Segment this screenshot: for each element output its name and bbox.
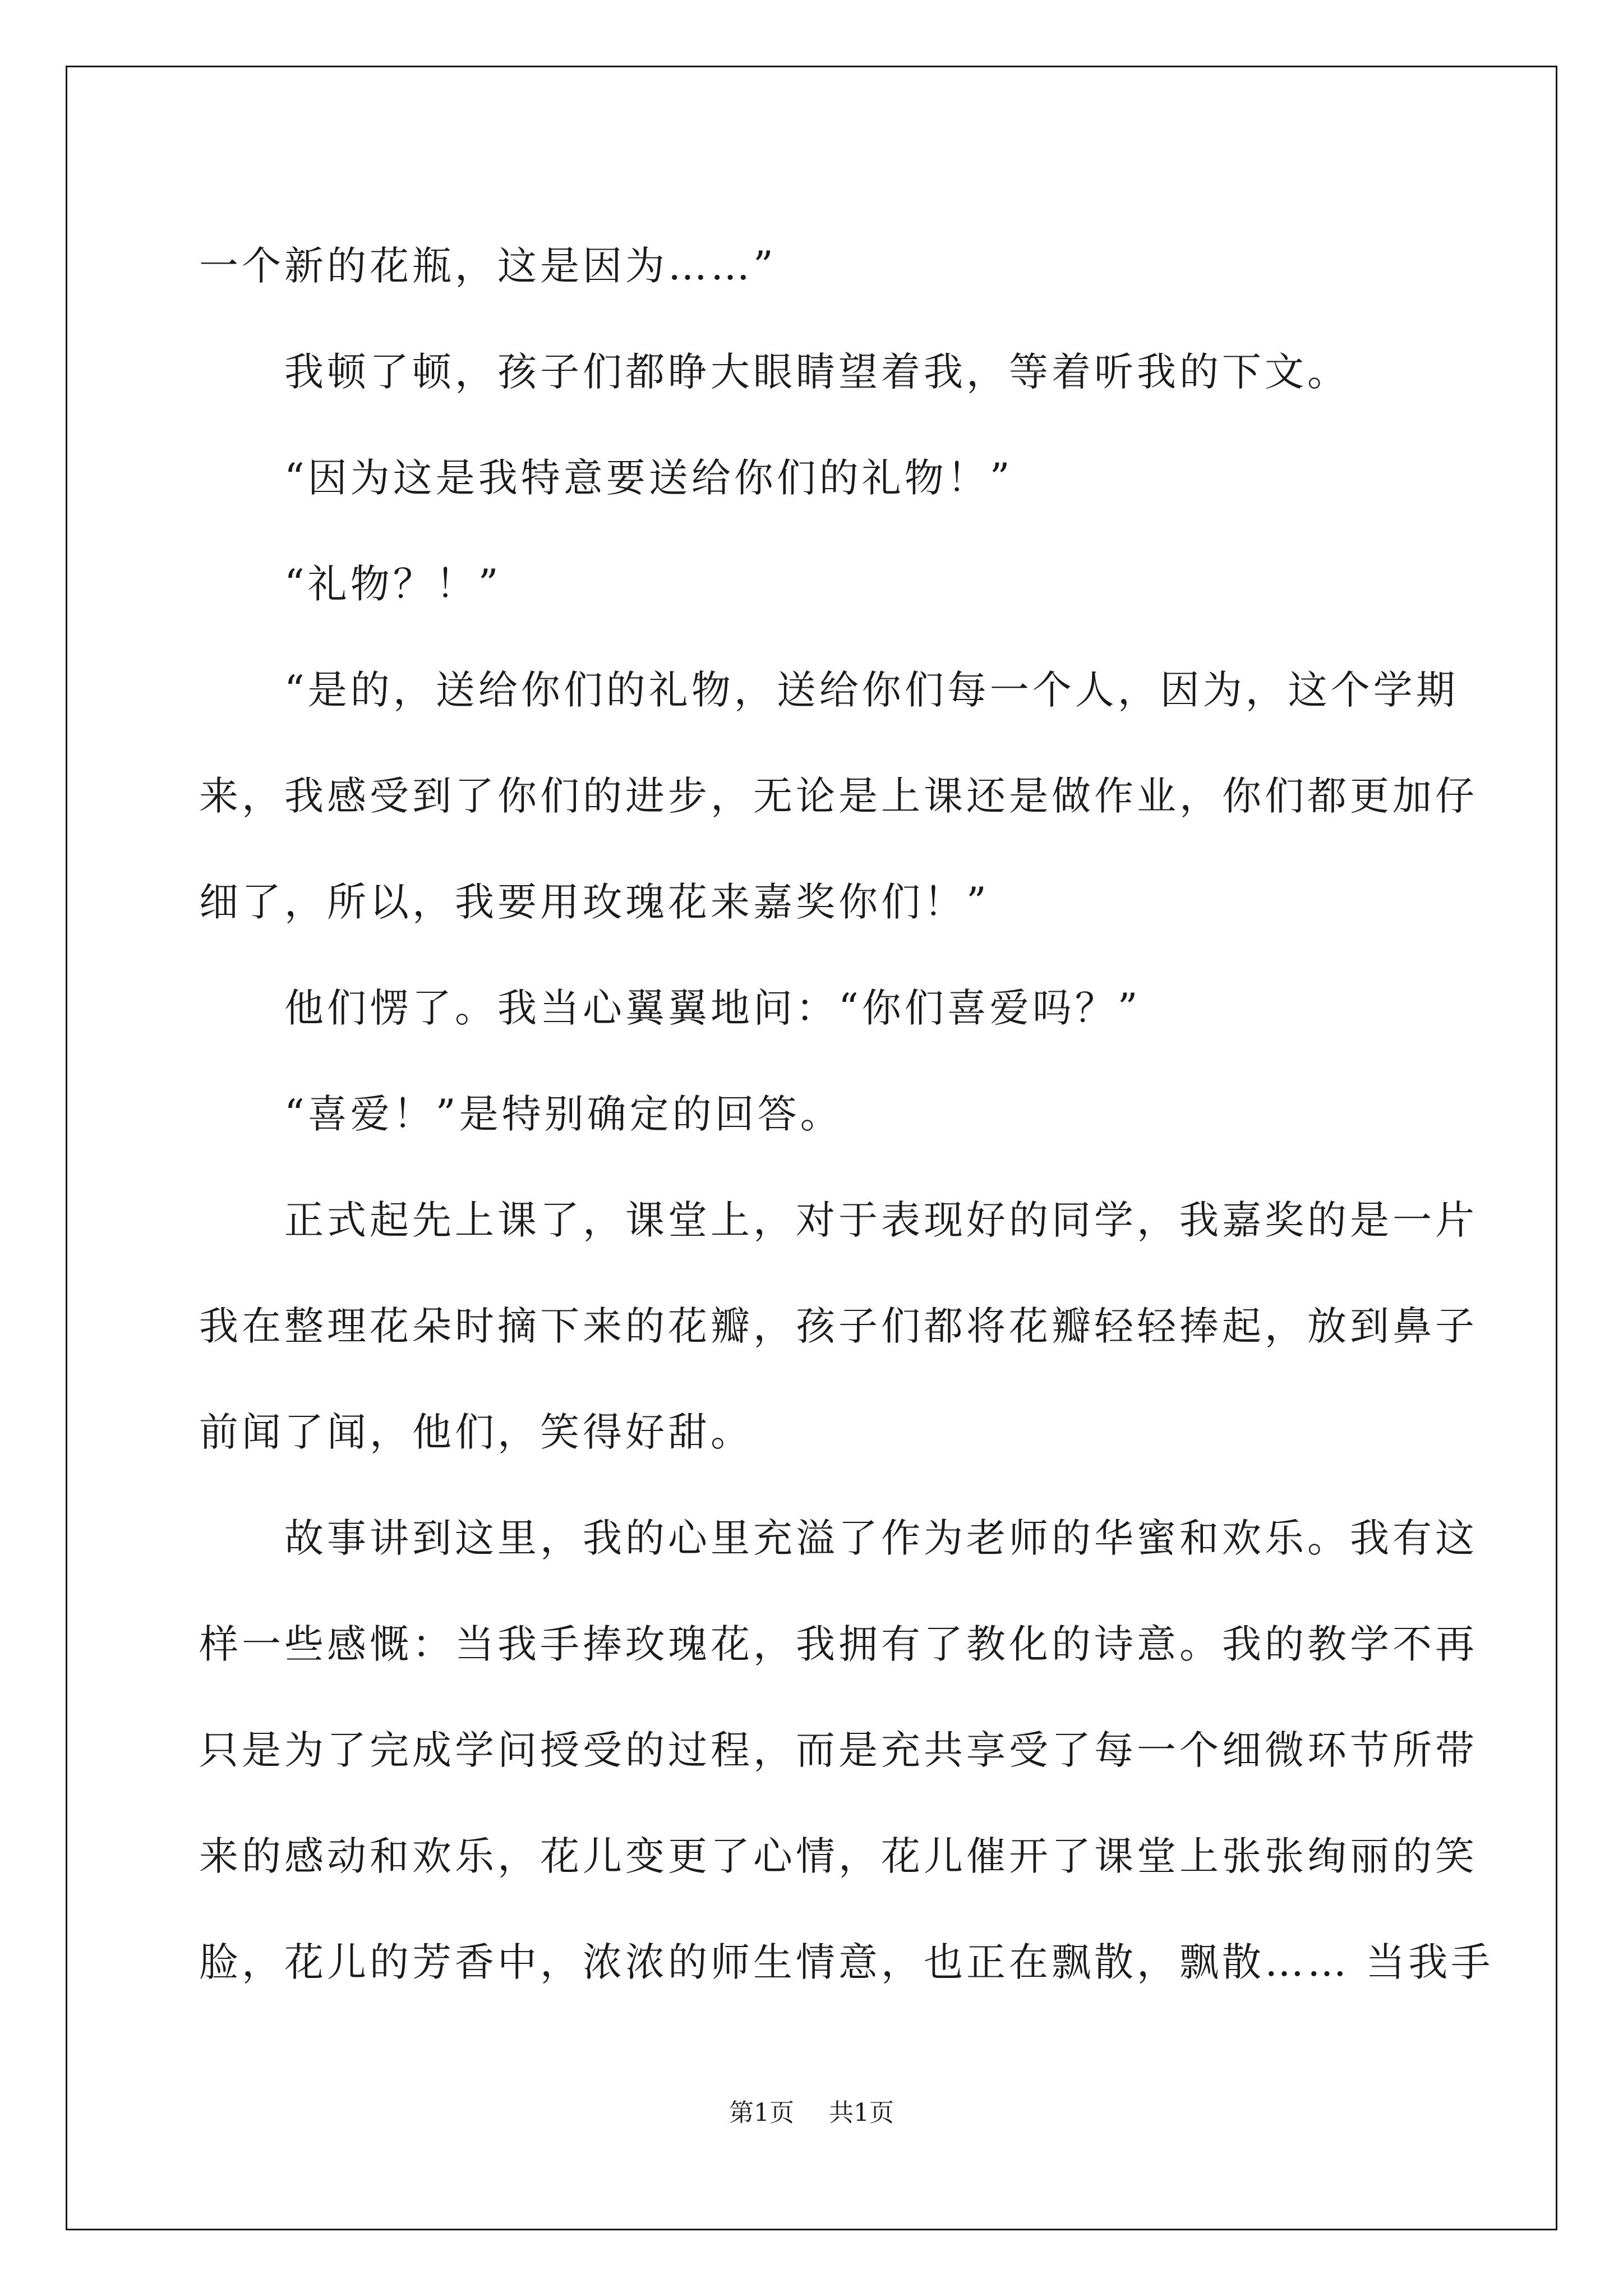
text-line: 我顿了顿，孩子们都睁大眼睛望着我，等着听我的下文。 <box>284 349 1350 395</box>
text-line: 只是为了完成学问授受的过程，而是充共享受了每一个细微环节所带 <box>199 1727 1478 1773</box>
text-line: 来，我感受到了你们的进步，无论是上课还是做作业，你们都更加仔 <box>199 773 1478 819</box>
document-body <box>199 213 1494 2016</box>
text-line: 我在整理花朵时摘下来的花瓣，孩子们都将花瓣轻轻捧起，放到鼻子 <box>199 1303 1478 1349</box>
text-line: 前闻了闻，他们，笑得好甜。 <box>199 1409 753 1455</box>
page-total: 共1页 <box>829 2099 894 2127</box>
text-line: 脸，花儿的芳香中，浓浓的师生情意，也正在飘散，飘散…… 当我手 <box>199 1939 1494 1985</box>
text-line: 故事讲到这里，我的心里充溢了作为老师的华蜜和欢乐。我有这 <box>284 1515 1478 1561</box>
text-line: 来的感动和欢乐，花儿变更了心情，花儿催开了课堂上张张绚丽的笑 <box>199 1833 1478 1879</box>
text-line: “因为这是我特意要送给你们的礼物！” <box>284 455 1013 501</box>
text-line: 一个新的花瓶，这是因为……” <box>199 243 777 289</box>
text-line: “是的，送给你们的礼物，送给你们每一个人，因为，这个学期 <box>284 667 1459 713</box>
text-line: “礼物？！” <box>284 561 502 607</box>
text-line: 他们愣了。我当心翼翼地问：“你们喜爱吗？” <box>284 985 1141 1031</box>
text-line: “喜爱！”是特别确定的回答。 <box>284 1091 843 1137</box>
text-line: 细了，所以，我要用玫瑰花来嘉奖你们！” <box>199 879 990 925</box>
text-line: 样一些感慨：当我手捧玫瑰花，我拥有了教化的诗意。我的教学不再 <box>199 1621 1478 1667</box>
text-line: 正式起先上课了，课堂上，对于表现好的同学，我嘉奖的是一片 <box>284 1197 1478 1243</box>
page-number: 第1页 <box>729 2099 794 2127</box>
page-footer <box>0 2092 1623 2128</box>
